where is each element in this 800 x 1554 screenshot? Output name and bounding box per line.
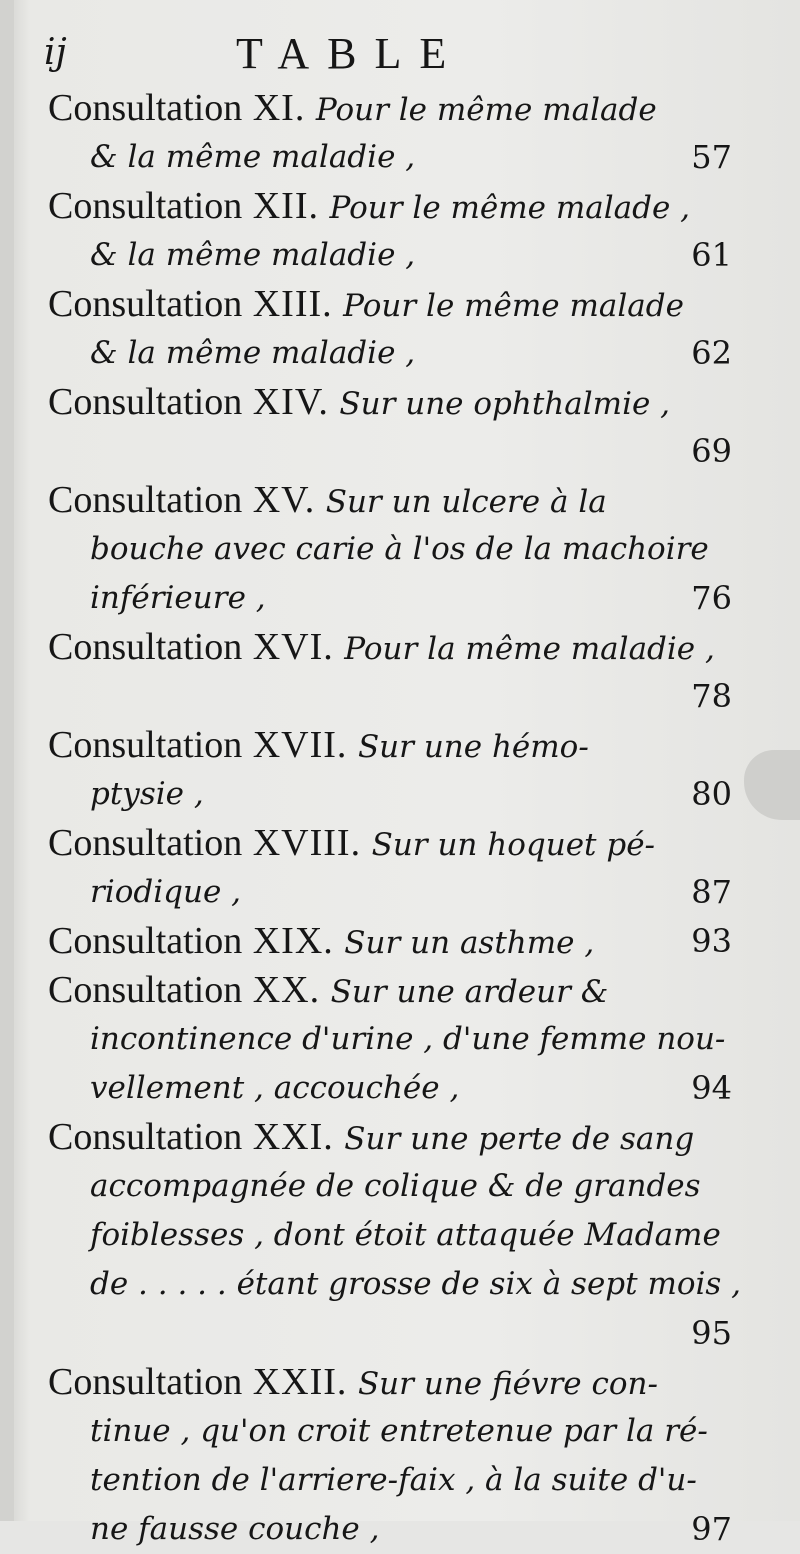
description-text: riodique ,: [90, 874, 242, 910]
description-text: vellement , accouchée ,: [90, 1070, 460, 1106]
description-text: de . . . . . étant grosse de six à sept mois ,: [90, 1266, 742, 1302]
toc-entry-heading-line: [48, 476, 738, 525]
toc-entry: [48, 182, 738, 280]
consultation-description: Pour le même malade: [315, 92, 657, 128]
page-reference: 87: [691, 873, 732, 911]
toc-entry-heading-line: [48, 280, 738, 329]
consultation-numeral: XIX.: [252, 920, 334, 962]
consultation-description: Pour la même maladie ,: [344, 631, 715, 667]
consultation-description-continuation: [48, 868, 738, 917]
description-text: ne fausse couche ,: [90, 1511, 380, 1547]
consultation-label: Consultation: [48, 185, 243, 227]
description-text: & la même maladie ,: [90, 139, 416, 175]
toc-entry: [48, 84, 738, 182]
page-title: TABLE: [236, 29, 465, 78]
consultation-label: Consultation: [48, 724, 243, 766]
toc-entry-heading-line: [48, 917, 738, 966]
consultation-description: Pour le même malade: [343, 288, 684, 324]
consultation-description: Sur un ulcere à la: [325, 484, 607, 520]
consultation-description-continuation: [48, 1162, 738, 1211]
consultation-description-continuation: [48, 231, 738, 280]
page-reference: 57: [691, 138, 732, 176]
consultation-label: Consultation: [48, 822, 243, 864]
description-text: bouche avec carie à l'os de la machoire: [90, 531, 709, 567]
toc-entry-heading-line: [48, 182, 738, 231]
toc-entry-heading-line: [48, 819, 738, 868]
page-reference: 94: [691, 1069, 732, 1107]
description-text: & la même maladie ,: [90, 335, 416, 371]
consultation-description: Sur une hémo-: [357, 729, 589, 765]
page-number: ij: [44, 32, 67, 73]
consultation-numeral: XVI.: [252, 626, 334, 668]
toc-entry-heading-line: [48, 966, 738, 1015]
toc-entry-heading-line: [48, 623, 738, 672]
description-text: accompagnée de colique & de grandes: [90, 1168, 701, 1204]
toc-entry: [48, 966, 738, 1113]
toc-entry: [48, 1113, 742, 1358]
consultation-description-continuation: [48, 1260, 742, 1309]
consultation-description: Sur un asthme ,: [344, 925, 595, 961]
description-text: incontinence d'urine , d'une femme nou-: [90, 1021, 726, 1057]
consultation-numeral: XVIII.: [252, 822, 362, 864]
consultation-description-continuation: [48, 329, 738, 378]
page-reference: 62: [691, 334, 732, 372]
toc-entry: [48, 623, 738, 721]
consultation-numeral: XXII.: [252, 1361, 348, 1403]
page-reference: 61: [691, 236, 732, 274]
consultation-numeral: XX.: [252, 969, 321, 1011]
consultation-description: Sur une perte de sang: [344, 1121, 695, 1157]
toc-entry-heading-line: [48, 1113, 738, 1162]
toc-entry: [48, 819, 738, 917]
consultation-numeral: XIV.: [252, 381, 329, 423]
consultation-description-continuation: [48, 1211, 738, 1260]
description-text: ptysie ,: [90, 776, 204, 812]
toc-entry-heading-line: [48, 1358, 738, 1407]
consultation-description-continuation: [48, 525, 738, 574]
page-reference: 93: [691, 922, 732, 960]
consultation-description-continuation: [48, 133, 738, 182]
page-reference: 76: [691, 579, 732, 617]
page-reference: 78: [691, 677, 732, 715]
consultation-numeral: XI.: [252, 87, 306, 129]
consultation-numeral: XIII.: [252, 283, 333, 325]
consultation-label: Consultation: [48, 1116, 243, 1158]
consultation-description: Sur une ophthalmie ,: [339, 386, 671, 422]
toc-entry: [48, 476, 738, 623]
consultation-numeral: XXI.: [252, 1116, 334, 1158]
description-text: inférieure ,: [90, 580, 266, 616]
toc-entry: [48, 280, 738, 378]
consultation-label: Consultation: [48, 626, 243, 668]
consultation-label: Consultation: [48, 283, 243, 325]
toc-entry: [48, 1358, 738, 1554]
consultation-description: Sur une fiévre con-: [357, 1366, 658, 1402]
consultation-label: Consultation: [48, 969, 243, 1011]
description-text: tinue , qu'on croit entretenue par la ré-: [90, 1413, 708, 1449]
description-text: tention de l'arriere-faix , à la suite d'u-: [90, 1462, 697, 1498]
consultation-description-continuation: [48, 1015, 738, 1064]
page-reference: 97: [691, 1510, 732, 1548]
toc-entry-heading-line: [48, 721, 738, 770]
consultation-description-continuation: [48, 1407, 738, 1456]
consultation-description: Pour le même malade ,: [329, 190, 691, 226]
consultation-label: Consultation: [48, 1361, 243, 1403]
consultation-numeral: XV.: [252, 479, 316, 521]
consultation-numeral: XII.: [252, 185, 319, 227]
toc-entry-heading-line: [48, 378, 738, 427]
toc-entry: [48, 917, 738, 966]
consultation-numeral: XVII.: [252, 724, 348, 766]
description-text: foiblesses , dont étoit attaquée Madame: [90, 1217, 721, 1253]
consultation-description-continuation: [48, 770, 738, 819]
consultation-description-continuation: [48, 1064, 738, 1113]
consultation-label: Consultation: [48, 381, 243, 423]
consultation-description: Sur une ardeur &: [330, 974, 609, 1010]
page-reference: 80: [691, 775, 732, 813]
consultation-description-continuation: [48, 1505, 738, 1554]
consultation-description: Sur un hoquet pé-: [371, 827, 656, 863]
consultation-label: Consultation: [48, 87, 243, 129]
consultation-label: Consultation: [48, 920, 243, 962]
toc-entry-heading-line: [48, 84, 738, 133]
table-of-contents: [0, 84, 800, 1554]
page-header: [0, 26, 800, 82]
consultation-description-continuation: [48, 574, 738, 623]
consultation-description-continuation: [48, 1456, 738, 1505]
description-text: & la même maladie ,: [90, 237, 416, 273]
page-reference: 69: [691, 432, 732, 470]
toc-entry: [48, 378, 738, 476]
page-reference: 95: [691, 1314, 732, 1352]
toc-entry: [48, 721, 738, 819]
consultation-label: Consultation: [48, 479, 243, 521]
